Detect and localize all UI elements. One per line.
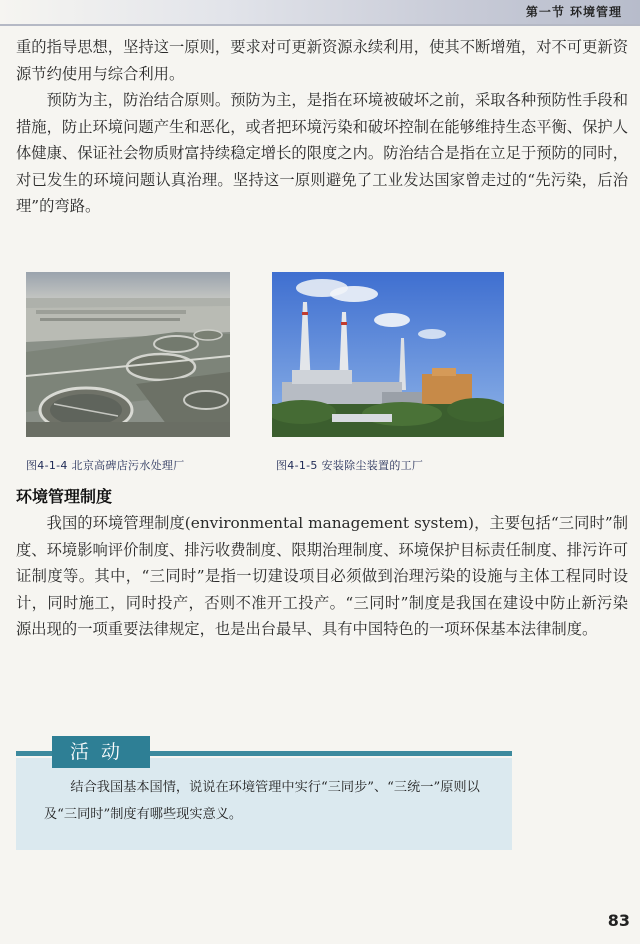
factory-photo	[272, 272, 504, 437]
page-number: 83	[607, 911, 630, 930]
figure-caption: 图4-1-5 安装除尘装置的工厂	[276, 459, 424, 472]
paragraph-prevention: 预防为主，防治结合原则。预防为主，是指在环境被破坏之前，采取各种预防性手段和措施，防止环境问题产生和恶化，或者把环境污染和破坏控制在能够维持生态平衡、保护人体健康、保证社会物质财富持续稳定增长的限度之内。防治结合是指在立足于预防的同时，对已发生的环境问题认真治理。坚持这一原则避免了工业发达国家曾走过的“先污染，后治理”的弯路。	[16, 91, 628, 216]
figure-sewage-plant	[26, 272, 230, 473]
sewage-plant-photo	[26, 272, 230, 437]
paragraph-continued: 重的指导思想，坚持这一原则，要求对可更新资源永续利用，使其不断增殖，对不可更新资源节约使用与综合利用。	[16, 38, 628, 83]
activity-text: 结合我国基本国情，说说在环境管理中实行“三同步”、“三统一”原则以及“三同时”制度有哪些现实意义。	[44, 780, 480, 822]
section-title: 环境管理制度	[16, 487, 113, 506]
figure-factory	[272, 272, 504, 473]
activity-label: 活动	[52, 736, 150, 768]
section-header: 第一节 环境管理	[525, 5, 622, 19]
paragraph-management-system: 我国的环境管理制度(environmental management system)，主要包括“三同时”制度、环境影响评价制度、排污收费制度、限期治理制度、环境保护目标责任制度、排污许可证制度等。其中，“三同时”是指一切建设项目必须做到治理污染的设施与主体工程同时设计，同时施工，同时投产，否则不准开工投产。“三同时”制度是我国在建设中防止新污染源出现的一项重要法律规定，也是出台最早、具有中国特色的一项环保基本法律制度。	[16, 514, 628, 639]
figure-caption: 图4-1-4 北京高碑店污水处理厂	[26, 459, 185, 472]
